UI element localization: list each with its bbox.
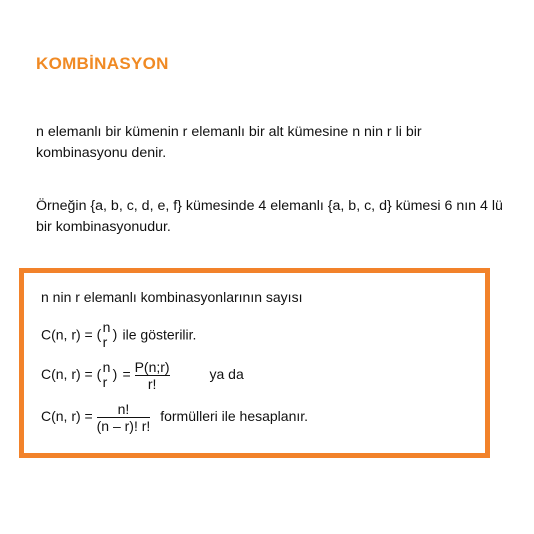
fraction-numerator: n!	[117, 401, 130, 417]
definition-paragraph: n elemanlı bir kümenin r elemanlı bir alt kümesine n nin r li bir kombinasyonu denir.	[36, 124, 422, 161]
formula-line-3	[41, 401, 308, 434]
formula-text: ya da	[209, 366, 244, 383]
formula-heading: n nin r elemanlı kombinasyonlarının sayısı	[41, 289, 303, 305]
fraction	[97, 401, 151, 434]
example-paragraph: Örneğin {a, b, c, d, e, f} kümesinde 4 elemanlı {a, b, c, d} kümesi 6 nın 4 lü bir kombinasyonudur.	[36, 198, 503, 235]
fraction-denominator: (n – r)! r!	[96, 418, 151, 434]
fraction-numerator: P(n;r)	[134, 359, 170, 375]
binomial-top: n	[102, 319, 111, 335]
binomial-bottom: r	[102, 373, 108, 390]
equals-sign: =	[122, 366, 131, 383]
formula-lhs: C(n, r) =	[41, 366, 97, 383]
fraction	[135, 359, 170, 392]
formula-box	[19, 268, 490, 458]
binomial-bottom: r	[102, 334, 108, 350]
binomial-top: n	[102, 358, 111, 375]
formula-lhs: C(n, r) =	[41, 408, 97, 425]
page-title: KOMBİNASYON	[36, 54, 169, 73]
formula-text: ile gösterilir.	[122, 326, 197, 343]
binomial-symbol: ( n r )	[96, 358, 118, 390]
binomial-symbol: ( n r )	[96, 319, 118, 350]
formula-text: formülleri ile hesaplanır.	[160, 408, 309, 425]
formula-lhs: C(n, r) =	[41, 326, 97, 343]
formula-line-1	[41, 321, 196, 351]
formula-line-2	[41, 359, 244, 392]
fraction-denominator: r!	[147, 376, 157, 392]
